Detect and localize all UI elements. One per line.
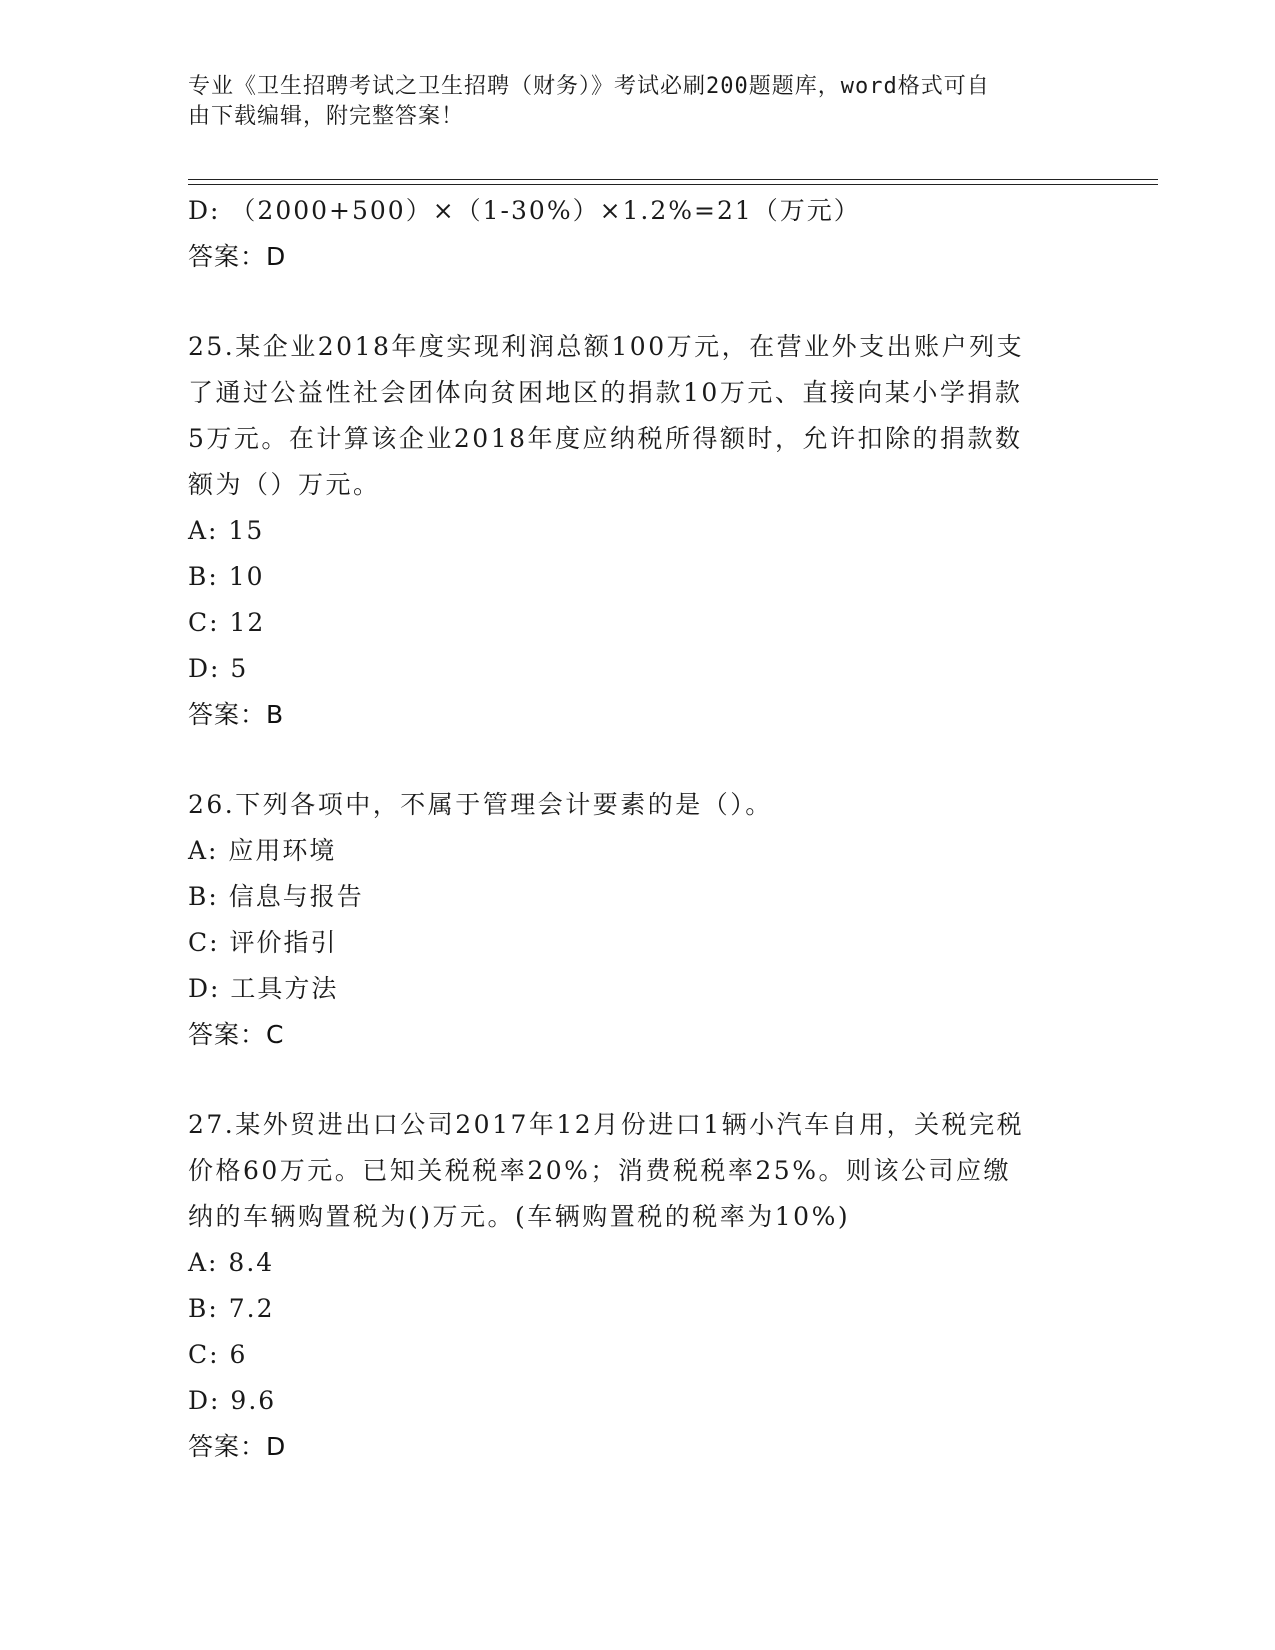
- header-divider-bottom: [188, 184, 1158, 185]
- option-c: C: 6: [188, 1340, 248, 1369]
- header-line-2: 由下载编辑，附完整答案！: [188, 104, 465, 129]
- answer-line: 答案：B: [188, 700, 285, 729]
- question-26: [188, 782, 1068, 1058]
- option-b: B: 7.2: [188, 1294, 275, 1323]
- question-line: 25.某企业2018年度实现利润总额100万元，在营业外支出账户列支: [188, 332, 1025, 361]
- answer-line: 答案：D: [188, 242, 287, 271]
- option-c: C: 12: [188, 608, 266, 637]
- header-divider-top: [188, 179, 1158, 180]
- question-line: 26.下列各项中，不属于管理会计要素的是（）。: [188, 790, 773, 819]
- option-d: D: 5: [188, 654, 249, 683]
- document-body: [188, 188, 1068, 1470]
- question-text: [188, 782, 1068, 828]
- question-text: [188, 1102, 1068, 1240]
- question-text: [188, 324, 1068, 508]
- option-a: A: 15: [188, 516, 265, 545]
- option-d: D: （2000+500）×（1-30%）×1.2%=21（万元）: [188, 196, 861, 225]
- option-d: D: 工具方法: [188, 974, 339, 1003]
- option-a: A: 8.4: [188, 1248, 275, 1277]
- question-line: 27.某外贸进出口公司2017年12月份进口1辆小汽车自用，关税完税: [188, 1110, 1025, 1139]
- answer-line: 答案：D: [188, 1432, 287, 1461]
- option-b: B: 10: [188, 562, 265, 591]
- option-d: D: 9.6: [188, 1386, 277, 1415]
- question-line: 了通过公益性社会团体向贫困地区的捐款10万元、直接向某小学捐款: [188, 378, 1023, 407]
- question-line: 价格60万元。已知关税税率20%；消费税税率25%。则该公司应缴: [188, 1156, 1011, 1185]
- question-27: [188, 1102, 1068, 1470]
- question-line: 额为（）万元。: [188, 470, 381, 499]
- question-25: [188, 324, 1068, 738]
- header-line-1: 专业《卫生招聘考试之卫生招聘（财务）》考试必刷200题题库，word格式可自: [188, 74, 990, 99]
- question-line: 5万元。在计算该企业2018年度应纳税所得额时，允许扣除的捐款数: [188, 424, 1023, 453]
- option-b: B: 信息与报告: [188, 882, 364, 911]
- option-c: C: 评价指引: [188, 928, 338, 957]
- option-a: A: 应用环境: [188, 836, 337, 865]
- previous-question-tail: [188, 188, 1068, 280]
- answer-line: 答案：C: [188, 1020, 285, 1049]
- document-header: [188, 72, 1068, 132]
- question-line: 纳的车辆购置税为()万元。(车辆购置税的税率为10%): [188, 1202, 851, 1231]
